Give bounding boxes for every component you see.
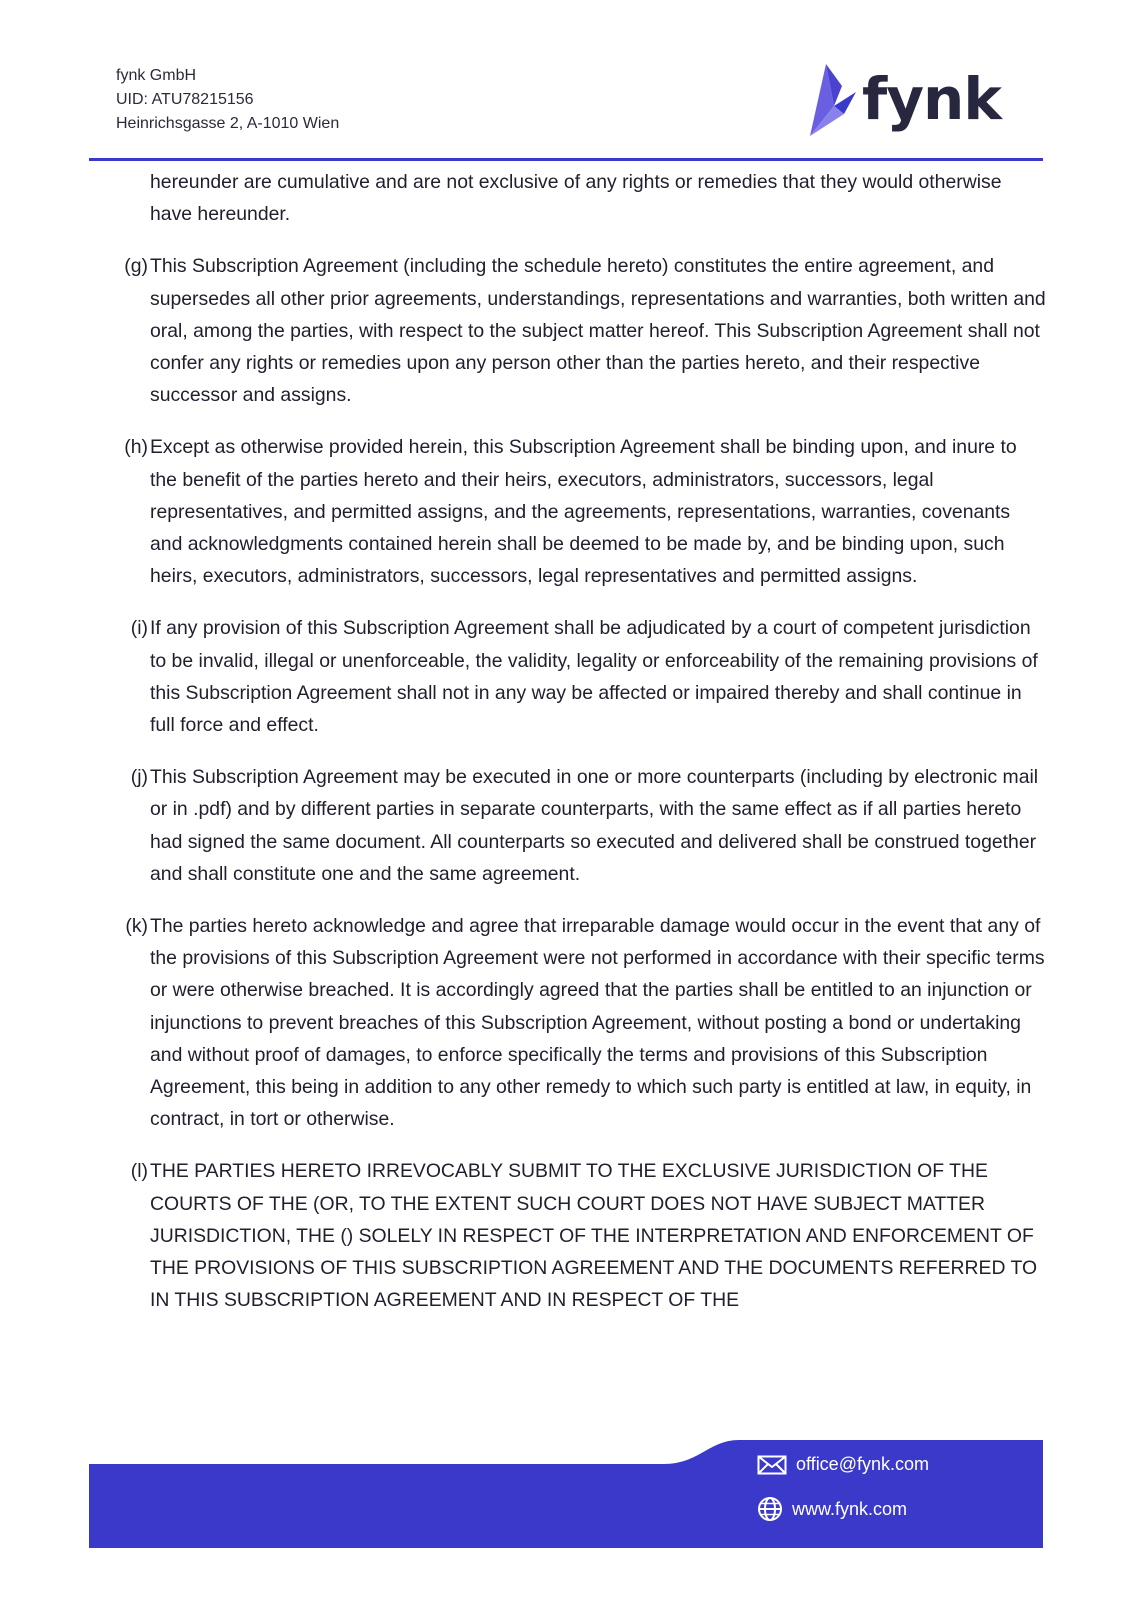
clause-j bbox=[116, 761, 1046, 890]
clause-g bbox=[116, 250, 1046, 411]
company-uid: UID: ATU78215156 bbox=[116, 91, 254, 108]
clause-marker: (l) bbox=[130, 1160, 148, 1183]
continuation-paragraph: hereunder are cumulative and are not exclusive of any rights or remedies that they would otherwise have hereunder. bbox=[150, 171, 1002, 226]
clause-marker: (k) bbox=[125, 915, 148, 938]
logo-wordmark: fynk bbox=[862, 65, 1001, 133]
website-text: www.fynk.com bbox=[792, 1498, 908, 1519]
company-info bbox=[116, 64, 339, 136]
footer-email[interactable] bbox=[757, 1454, 929, 1475]
footer-band bbox=[89, 1440, 1043, 1548]
clause-marker: (j) bbox=[130, 766, 148, 789]
email-text: office@fynk.com bbox=[796, 1454, 929, 1474]
company-name: fynk GmbH bbox=[116, 67, 197, 84]
clause-text: This Subscription Agreement (including the schedule hereto) constitutes the entire agreement, and supersedes all other prior agreements, understandings, representations and warranties, both written and oral, among the parties, with respect to the subject matter hereof. This Subscription Agreement shall not confer any rights or remedies upon any person other than the parties hereto, and their respective successor and assigns. bbox=[150, 255, 1046, 407]
clause-marker: (h) bbox=[124, 436, 148, 459]
clause-text: This Subscription Agreement may be executed in one or more counterparts (including by electronic mail or in .pdf) and by different parties in separate counterparts, with the same effect as if all parties hereto had signed the same document. All counterparts so executed and delivered shall be construed together and shall constitute one and the same agreement. bbox=[150, 766, 1039, 885]
bird-logo-icon bbox=[804, 62, 864, 142]
clause-text: If any provision of this Subscription Agreement shall be adjudicated by a court of competent jurisdiction to be invalid, illegal or unenforceable, the validity, legality or enforceability of the remaining provisions of this Subscription Agreement shall not in any way be affected or impaired thereby and shall continue in full force and effect. bbox=[150, 617, 1038, 737]
clause-marker: (i) bbox=[130, 617, 148, 640]
clause-l bbox=[116, 1155, 1046, 1316]
clause-text: Except as otherwise provided herein, this Subscription Agreement shall be binding upon, and inure to the benefit of the parties hereto and their heirs, executors, administrators, successors, legal representatives, and permitted assigns, and the agreements, representations, warranties, covenants and acknowledgments contained herein shall be deemed to be made by, and be binding upon, such heirs, executors, administrators, successors, legal representatives and permitted assigns. bbox=[150, 436, 1017, 588]
fynk-logo bbox=[804, 62, 1004, 142]
document-body bbox=[116, 166, 1046, 1337]
envelope-icon bbox=[757, 1455, 787, 1475]
globe-icon bbox=[757, 1496, 783, 1522]
footer-website[interactable] bbox=[757, 1496, 907, 1522]
clause-k bbox=[116, 910, 1046, 1135]
clause-text: The parties hereto acknowledge and agree that irreparable damage would occur in the event that any of the provisions of this Subscription Agreement were not performed in accordance with their specific terms or were otherwise breached. It is accordingly agreed that the parties shall be entitled to an injunction or injunctions to prevent breaches of this Subscription Agreement, without posting a bond or undertaking and without proof of damages, to enforce specifically the terms and provisions of this Subscription Agreement, this being in addition to any other remedy to which such party is entitled at law, in equity, in contract, in tort or otherwise. bbox=[150, 915, 1045, 1131]
clause-marker: (g) bbox=[124, 255, 148, 278]
clause-h bbox=[116, 431, 1046, 592]
company-address: Heinrichsgasse 2, A-1010 Wien bbox=[116, 115, 340, 132]
clause-text: THE PARTIES HERETO IRREVOCABLY SUBMIT TO THE EXCLUSIVE JURISDICTION OF THE COURTS OF THE (OR, TO THE EXTENT SUCH COURT DOES NOT HAVE SUBJECT MATTER JURISDICTION, THE () SOLELY IN RESPECT OF THE INTERPRETATION AND ENFORCEMENT OF THE PROVISIONS OF THIS SUBSCRIPTION AGREEMENT AND THE DOCUMENTS REFERRED TO IN THIS SUBSCRIPTION AGREEMENT AND IN RESPECT OF THE bbox=[150, 1160, 1038, 1312]
clause-i bbox=[116, 612, 1046, 741]
header-divider bbox=[89, 158, 1043, 161]
